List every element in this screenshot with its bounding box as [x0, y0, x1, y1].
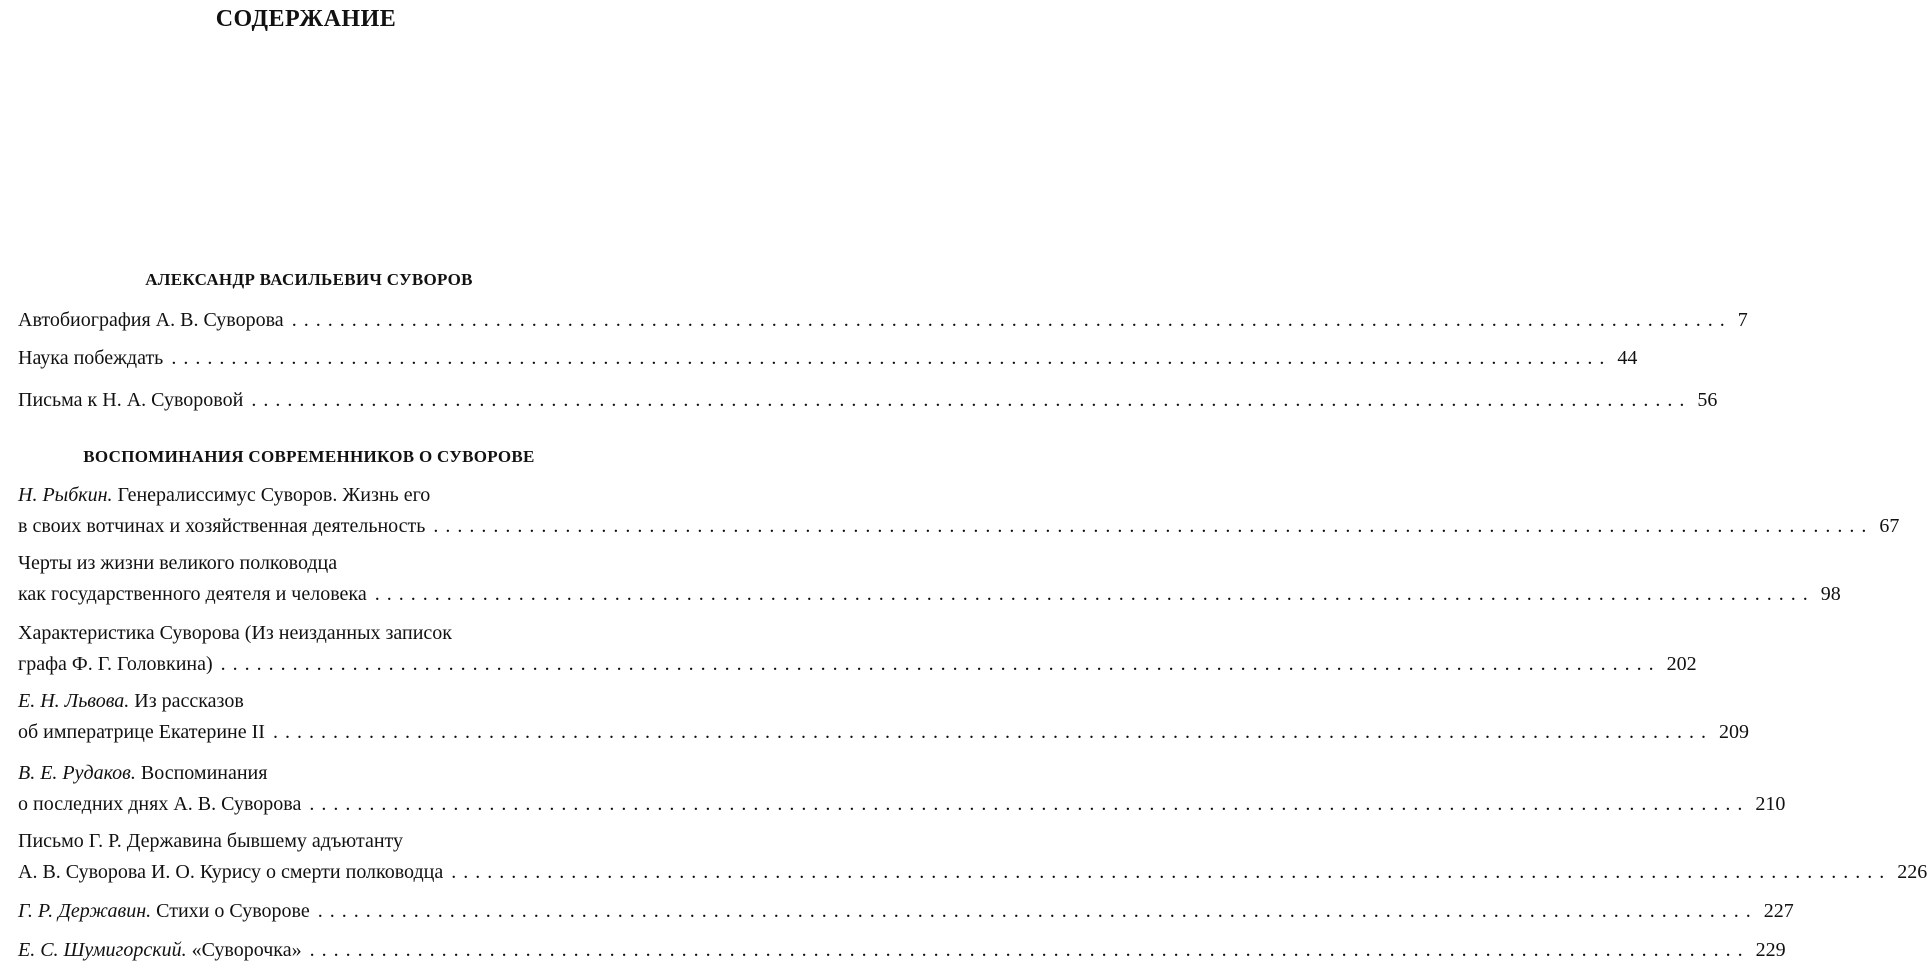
entry-author: Г. Р. Державин.: [18, 900, 152, 922]
toc-entry-rudakov: [18, 758, 1786, 820]
entry-author: Е. С. Шумигорский.: [18, 939, 187, 961]
toc-entry-shumigorsky: [18, 935, 1786, 966]
entry-title: Из рассказов: [134, 690, 244, 712]
entry-title: Генералиссимус Суворов. Жизнь его: [117, 484, 431, 506]
page-number: 202: [1666, 653, 1697, 675]
entry-author: Е. Н. Львова.: [18, 690, 130, 712]
entry-title-cont: об императрице Екатерине II: [18, 721, 265, 743]
entry-title: Воспоминания: [140, 762, 268, 784]
dot-leader: ........................................................................................................................: [291, 309, 1732, 331]
dot-leader: ........................................................................................................................: [317, 900, 1758, 922]
page-number: 67: [1879, 515, 1900, 537]
entry-author: Н. Рыбкин.: [18, 484, 113, 506]
entry-title: Автобиография А. В. Суворова: [18, 309, 284, 331]
toc-entry-derzhavin-letter: [18, 826, 1927, 888]
toc-entry-rybkin: [18, 480, 1900, 542]
dot-leader: ........................................................................................................................: [433, 515, 1874, 537]
toc-entry-nauka: [18, 343, 1638, 374]
entry-title: «Суворочка»: [191, 939, 302, 961]
entry-title-cont: как государственного деятеля и человека: [18, 583, 367, 605]
dot-leader: ........................................................................................................................: [309, 793, 1750, 815]
section-heading-memoirs: ВОСПОМИНАНИЯ СОВРЕМЕННИКОВ О СУВОРОВЕ: [83, 447, 535, 466]
page-number: 227: [1763, 900, 1794, 922]
page-number: 210: [1755, 793, 1786, 815]
dot-leader: ........................................................................................................................: [272, 721, 1713, 743]
page-number: 98: [1820, 583, 1841, 605]
page-number: 226: [1897, 861, 1927, 883]
toc-entry-derzhavin-poems: [18, 896, 1794, 927]
dot-leader: ........................................................................................................................: [451, 861, 1892, 883]
dot-leader: ........................................................................................................................: [220, 653, 1661, 675]
dot-leader: ........................................................................................................................: [309, 939, 1750, 961]
dot-leader: ........................................................................................................................: [251, 389, 1692, 411]
entry-title: Стихи о Суворове: [156, 900, 310, 922]
toc-entry-cherty: [18, 548, 1841, 610]
entry-author: В. Е. Рудаков.: [18, 762, 136, 784]
entry-title: Характеристика Суворова (Из неизданных записок: [18, 622, 453, 644]
page-number: 44: [1617, 347, 1638, 369]
toc-entry-lvova: [18, 686, 1749, 748]
toc-entry-letters: [18, 385, 1718, 416]
toc-entry-autobiography: [18, 305, 1748, 336]
entry-title-cont: о последних днях А. В. Суворова: [18, 793, 302, 815]
entry-title-cont: графа Ф. Г. Головкина): [18, 653, 213, 675]
page-title: СОДЕРЖАНИЕ: [215, 6, 397, 32]
dot-leader: ........................................................................................................................: [374, 583, 1815, 605]
section-heading-suvorov: АЛЕКСАНДР ВАСИЛЬЕВИЧ СУВОРОВ: [145, 270, 473, 289]
entry-title: Наука побеждать: [18, 347, 164, 369]
entry-title-cont: А. В. Суворова И. О. Курису о смерти полководца: [18, 861, 444, 883]
dot-leader: ........................................................................................................................: [171, 347, 1612, 369]
page-number: 7: [1737, 309, 1748, 331]
page-number: 229: [1755, 939, 1786, 961]
page-number: 209: [1718, 721, 1749, 743]
entry-title: Письмо Г. Р. Державина бывшему адъютанту: [18, 830, 404, 852]
page-number: 56: [1697, 389, 1718, 411]
entry-title: Черты из жизни великого полководца: [18, 552, 338, 574]
entry-title: Письма к Н. А. Суворовой: [18, 389, 244, 411]
toc-entry-golovkin: [18, 618, 1697, 680]
entry-title-cont: в своих вотчинах и хозяйственная деятельность: [18, 515, 426, 537]
